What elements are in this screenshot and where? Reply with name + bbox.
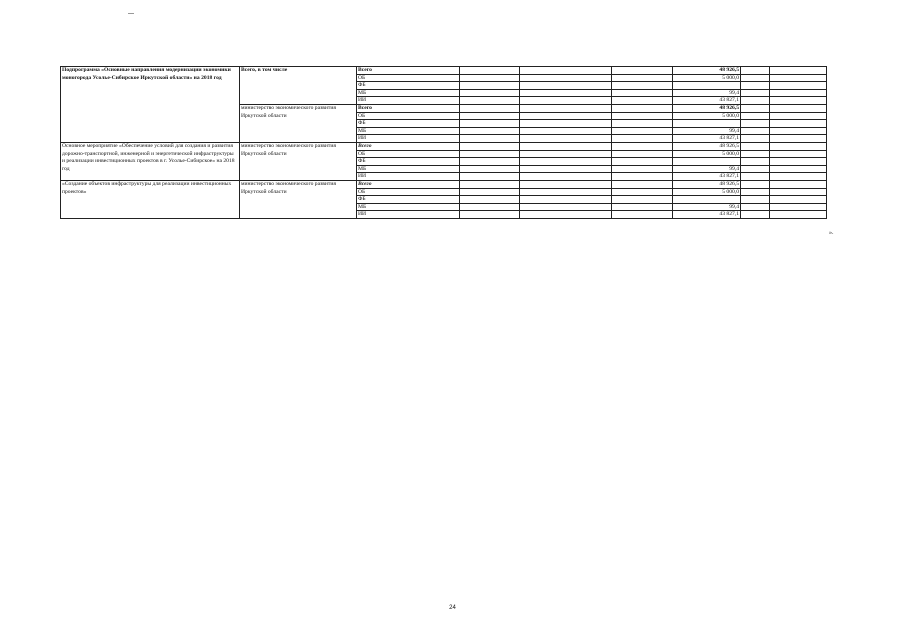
funding-source-cell: МБ <box>357 127 460 135</box>
empty-cell <box>460 112 520 120</box>
empty-cell <box>612 67 673 75</box>
funding-source-cell: ФБ <box>357 158 460 166</box>
funding-source-cell: Всего <box>357 104 460 112</box>
amount-cell: 99,4 <box>673 89 741 97</box>
funding-source-cell: ИИ <box>357 211 460 219</box>
empty-cell <box>460 165 520 173</box>
amount-cell: 43 827,1 <box>673 173 741 181</box>
amount-cell: 43 827,1 <box>673 135 741 143</box>
empty-cell <box>741 196 770 204</box>
empty-cell <box>612 112 673 120</box>
empty-cell <box>460 158 520 166</box>
empty-cell <box>770 120 827 128</box>
empty-cell <box>741 127 770 135</box>
empty-cell <box>460 173 520 181</box>
empty-cell <box>770 158 827 166</box>
empty-cell <box>770 196 827 204</box>
empty-cell <box>612 104 673 112</box>
amount-cell <box>673 120 741 128</box>
empty-cell <box>520 188 612 196</box>
empty-cell <box>460 203 520 211</box>
empty-cell <box>770 74 827 82</box>
empty-cell <box>520 67 612 75</box>
empty-cell <box>612 150 673 158</box>
funding-source-cell: ФБ <box>357 196 460 204</box>
empty-cell <box>520 74 612 82</box>
empty-cell <box>741 173 770 181</box>
empty-cell <box>741 203 770 211</box>
budget-table <box>60 66 827 219</box>
empty-cell <box>741 104 770 112</box>
table-row <box>61 142 827 150</box>
empty-cell <box>460 150 520 158</box>
empty-cell <box>741 120 770 128</box>
funding-source-cell: ФБ <box>357 82 460 90</box>
funding-source-cell: ОБ <box>357 112 460 120</box>
funding-source-cell: ИИ <box>357 97 460 105</box>
empty-cell <box>520 180 612 188</box>
amount-cell: 5 000,0 <box>673 112 741 120</box>
empty-cell <box>520 211 612 219</box>
empty-cell <box>520 135 612 143</box>
amount-cell: 48 926,5 <box>673 142 741 150</box>
empty-cell <box>520 196 612 204</box>
measure-description: Подпрограмма «Основные направления модернизации экономики моногорода Усолье-Сибирское Иркутской области» на 2018 год <box>61 67 240 143</box>
amount-cell: 5 000,0 <box>673 74 741 82</box>
amount-cell <box>673 196 741 204</box>
table-body <box>61 67 827 219</box>
amount-cell: 99,4 <box>673 203 741 211</box>
empty-cell <box>460 120 520 128</box>
funding-source-cell: Всего <box>357 142 460 150</box>
amount-cell: 99,4 <box>673 127 741 135</box>
funding-source-cell: Всего <box>357 67 460 75</box>
empty-cell <box>770 165 827 173</box>
amount-cell: 43 827,1 <box>673 211 741 219</box>
executor-cell: министерство экономического развития Иркутской области <box>240 104 357 142</box>
empty-cell <box>741 67 770 75</box>
funding-source-cell: ИИ <box>357 135 460 143</box>
amount-cell: 5 000,0 <box>673 150 741 158</box>
amount-cell <box>673 82 741 90</box>
empty-cell <box>770 89 827 97</box>
empty-cell <box>741 74 770 82</box>
amount-cell: 48 926,5 <box>673 67 741 75</box>
empty-cell <box>612 89 673 97</box>
empty-cell <box>520 127 612 135</box>
amount-cell: 5 000,0 <box>673 188 741 196</box>
empty-cell <box>520 97 612 105</box>
measure-description: Основное мероприятие «Обеспечение условий для создания и развития дорожно-транспортной, инженерной и энергетической инфраструктуры и реализации инвестиционных проектов в г. Усолье-Сибирское» на 2018 год <box>61 142 240 180</box>
empty-cell <box>460 104 520 112</box>
empty-cell <box>612 180 673 188</box>
empty-cell <box>612 203 673 211</box>
table-row <box>61 67 827 75</box>
empty-cell <box>520 104 612 112</box>
empty-cell <box>460 89 520 97</box>
empty-cell <box>770 97 827 105</box>
empty-cell <box>770 188 827 196</box>
empty-cell <box>612 196 673 204</box>
empty-cell <box>770 112 827 120</box>
empty-cell <box>460 127 520 135</box>
empty-cell <box>520 89 612 97</box>
empty-cell <box>741 188 770 196</box>
empty-cell <box>520 120 612 128</box>
empty-cell <box>612 165 673 173</box>
executor-cell: министерство экономического развития Иркутской области <box>240 142 357 180</box>
empty-cell <box>520 203 612 211</box>
page-number: 24 <box>449 605 456 611</box>
empty-cell <box>741 89 770 97</box>
empty-cell <box>770 142 827 150</box>
funding-source-cell: МБ <box>357 89 460 97</box>
empty-cell <box>741 112 770 120</box>
executor-cell: министерство экономического развития Иркутской области <box>240 180 357 218</box>
empty-cell <box>770 127 827 135</box>
empty-cell <box>741 135 770 143</box>
empty-cell <box>770 211 827 219</box>
empty-cell <box>460 97 520 105</box>
empty-cell <box>520 173 612 181</box>
empty-cell <box>612 173 673 181</box>
amount-cell: 48 926,5 <box>673 180 741 188</box>
empty-cell <box>612 97 673 105</box>
closing-quote: ». <box>829 230 834 236</box>
empty-cell <box>770 135 827 143</box>
empty-cell <box>520 165 612 173</box>
empty-cell <box>741 97 770 105</box>
funding-source-cell: ОБ <box>357 74 460 82</box>
empty-cell <box>460 67 520 75</box>
measure-description: «Создание объектов инфраструктуры для реализации инвестиционных проектов» <box>61 180 240 218</box>
empty-cell <box>612 135 673 143</box>
empty-cell <box>520 82 612 90</box>
funding-source-cell: ОБ <box>357 150 460 158</box>
amount-cell: 43 827,1 <box>673 97 741 105</box>
executor-cell: Всего, в том числе <box>240 67 357 105</box>
empty-cell <box>612 158 673 166</box>
table-row <box>61 180 827 188</box>
empty-cell <box>612 120 673 128</box>
empty-cell <box>612 211 673 219</box>
empty-cell <box>460 82 520 90</box>
empty-cell <box>770 180 827 188</box>
empty-cell <box>520 158 612 166</box>
empty-cell <box>460 188 520 196</box>
funding-source-cell: МБ <box>357 203 460 211</box>
empty-cell <box>770 82 827 90</box>
empty-cell <box>741 165 770 173</box>
empty-cell <box>612 188 673 196</box>
funding-source-cell: МБ <box>357 165 460 173</box>
empty-cell <box>770 203 827 211</box>
empty-cell <box>612 82 673 90</box>
funding-source-cell: Всего <box>357 180 460 188</box>
funding-source-cell: ФБ <box>357 120 460 128</box>
empty-cell <box>741 82 770 90</box>
empty-cell <box>460 74 520 82</box>
empty-cell <box>460 211 520 219</box>
empty-cell <box>460 196 520 204</box>
scan-mark <box>128 13 134 14</box>
empty-cell <box>741 142 770 150</box>
empty-cell <box>520 150 612 158</box>
empty-cell <box>770 67 827 75</box>
empty-cell <box>741 150 770 158</box>
funding-source-cell: ОБ <box>357 188 460 196</box>
empty-cell <box>770 173 827 181</box>
empty-cell <box>741 211 770 219</box>
empty-cell <box>612 74 673 82</box>
amount-cell: 99,4 <box>673 165 741 173</box>
empty-cell <box>612 127 673 135</box>
amount-cell <box>673 158 741 166</box>
funding-source-cell: ИИ <box>357 173 460 181</box>
empty-cell <box>460 142 520 150</box>
empty-cell <box>612 142 673 150</box>
empty-cell <box>741 180 770 188</box>
empty-cell <box>520 142 612 150</box>
empty-cell <box>770 150 827 158</box>
amount-cell: 48 926,5 <box>673 104 741 112</box>
empty-cell <box>770 104 827 112</box>
empty-cell <box>460 135 520 143</box>
empty-cell <box>460 180 520 188</box>
empty-cell <box>741 158 770 166</box>
empty-cell <box>520 112 612 120</box>
